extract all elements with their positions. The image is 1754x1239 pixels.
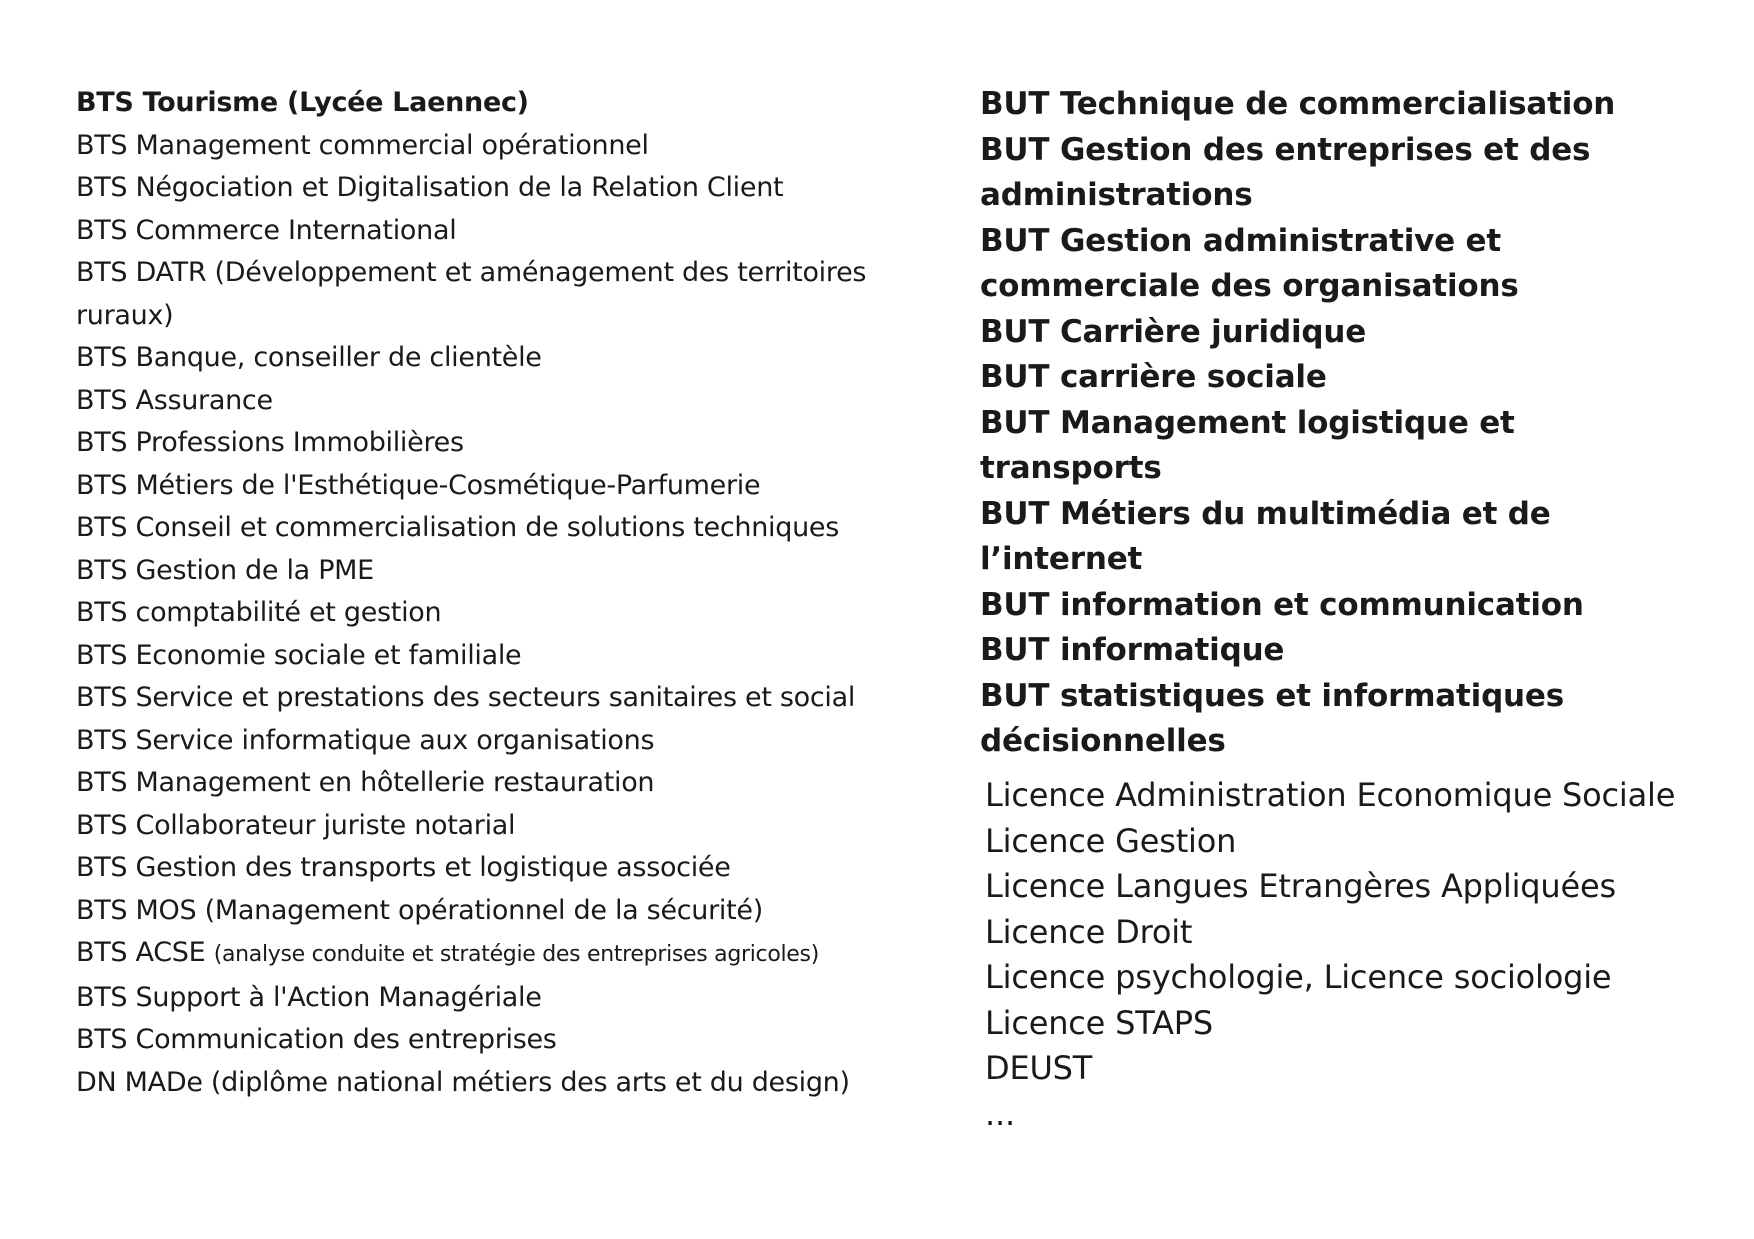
bts-item: BTS Professions Immobilières <box>76 427 464 458</box>
licence-item: DEUST <box>985 1049 1093 1087</box>
bts-item: BTS Service informatique aux organisations <box>76 724 655 756</box>
licence-item: Licence psychologie, Licence sociologie <box>985 958 1612 996</box>
but-item: BUT statistiques et informatiques décisionnelles <box>980 677 1565 759</box>
bts-item: BTS Collaborateur juriste notarial <box>76 809 516 841</box>
bts-item: BTS Conseil et commercialisation de solutions techniques <box>76 512 839 543</box>
bts-item: BTS Commerce International <box>76 214 457 246</box>
but-item: BUT carrière sociale <box>980 359 1327 395</box>
bts-item: BTS Gestion des transports et logistique associée <box>76 852 731 883</box>
bts-item: BTS Négociation et Digitalisation de la Relation Client <box>76 172 784 203</box>
bts-item: BTS Banque, conseiller de clientèle <box>76 342 542 373</box>
bts-item-acse <box>76 932 936 977</box>
bts-item: BTS Support à l'Action Managériale <box>76 981 542 1013</box>
bts-item: BTS Management en hôtellerie restauration <box>76 767 655 798</box>
bts-item: BTS Métiers de l'Esthétique-Cosmétique-Parfumerie <box>76 469 761 501</box>
bts-item: BTS comptabilité et gestion <box>76 597 442 628</box>
bts-item: BTS Management commercial opérationnel <box>76 129 649 161</box>
but-item: BUT information et communication <box>980 586 1584 623</box>
bts-item: BTS DATR (Développement et aménagement des territoires ruraux) <box>76 257 867 331</box>
licence-item: Licence STAPS <box>985 1003 1214 1042</box>
licence-item: Licence Administration Economique Sociale <box>985 776 1676 814</box>
bts-list <box>76 82 936 1104</box>
licence-item: Licence Gestion <box>985 821 1237 860</box>
bts-item: BTS Communication des entreprises <box>76 1024 557 1055</box>
but-list <box>980 82 1700 765</box>
bts-item: BTS MOS (Management opérationnel de la sécurité) <box>76 894 763 926</box>
bts-item: BTS Assurance <box>76 384 273 416</box>
but-item: BUT Carrière juridique <box>980 313 1367 350</box>
but-item: BUT Management logistique et transports <box>980 404 1515 486</box>
but-item: BUT Gestion administrative et commerciale des organisations <box>980 222 1519 304</box>
but-item: BUT informatique <box>980 632 1285 668</box>
bts-item: BTS Service et prestations des secteurs sanitaires et social <box>76 682 856 713</box>
bts-acse-detail: (analyse conduite et stratégie des entreprises agricoles) <box>213 942 819 967</box>
bts-item: BTS Tourisme (Lycée Laennec) <box>76 87 529 118</box>
bts-item: DN MADe (diplôme national métiers des arts et du design) <box>76 1066 850 1098</box>
bts-acse-prefix: BTS ACSE <box>76 937 206 968</box>
licence-item: ... <box>985 1094 1015 1133</box>
bts-item: BTS Gestion de la PME <box>76 554 374 586</box>
licence-item: Licence Droit <box>985 912 1193 951</box>
but-item: BUT Gestion des entreprises et des administrations <box>980 131 1591 213</box>
licence-list <box>985 773 1705 1137</box>
bts-item: BTS Economie sociale et familiale <box>76 639 522 671</box>
but-item: BUT Technique de commercialisation <box>980 86 1616 122</box>
licence-item: Licence Langues Etrangères Appliquées <box>985 867 1616 905</box>
but-item: BUT Métiers du multimédia et de l’internet <box>980 495 1551 577</box>
